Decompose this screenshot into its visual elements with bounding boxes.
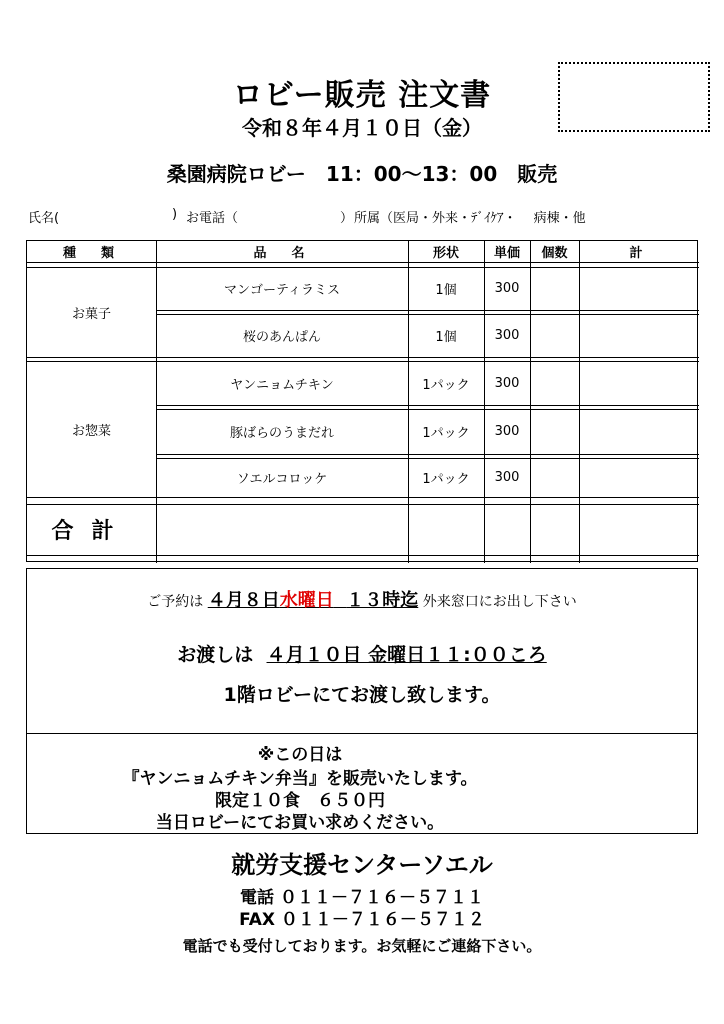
delivery-place: 1階ロビーにてお渡し致します。	[223, 684, 501, 706]
fax-number: FAX ０１１－７１６－５７１２	[239, 910, 485, 930]
reservation-date: ４月８日	[207, 590, 280, 611]
phone-label: お電話（	[186, 211, 239, 226]
note-line-4: 当日ロビーにてお買い求めください。	[155, 813, 445, 833]
delivery-prefix: お渡しは	[177, 644, 254, 666]
item-shape: 1パック	[422, 377, 470, 393]
qty-input[interactable]	[530, 458, 579, 497]
header-price: 単価	[493, 246, 520, 261]
note-line-3: 限定１０食 ６５０円	[215, 791, 385, 811]
item-shape: 1個	[435, 330, 457, 345]
total-label: 合計	[51, 519, 132, 544]
item-name: 桜のあんぱん	[242, 330, 321, 345]
item-shape: 1個	[435, 283, 457, 298]
item-shape: 1パック	[422, 472, 470, 487]
reservation-deadline	[208, 590, 419, 611]
item-price: 300	[494, 375, 520, 391]
header-qty: 個数	[541, 246, 568, 261]
item-shape: 1パック	[422, 426, 470, 441]
reservation-time: １３時迄	[346, 590, 419, 611]
item-price: 300	[494, 470, 520, 485]
header-shape: 形状	[432, 246, 459, 261]
item-name: マンゴーティラミス	[224, 283, 340, 298]
name-field[interactable]	[66, 207, 170, 223]
category-sweets: お菓子	[71, 306, 111, 322]
order-table	[26, 240, 698, 562]
total-qty-cell[interactable]	[530, 504, 579, 555]
delivery-value: ４月１０日 金曜日１１:００ころ	[266, 644, 547, 666]
qty-input[interactable]	[530, 361, 579, 405]
item-price: 300	[494, 424, 520, 439]
category-sozai: お惣菜	[71, 423, 111, 439]
item-price: 300	[494, 281, 520, 296]
footer-message: 電話でも受付しております。お気軽にご連絡下さい。	[182, 937, 542, 955]
phone-field[interactable]	[252, 207, 338, 223]
reservation-suffix: 外来窓口にお出し下さい	[422, 594, 577, 610]
subtotal-cell[interactable]	[579, 409, 699, 454]
name-label: 氏名(	[28, 211, 60, 226]
phone-close: ）	[340, 211, 354, 226]
note-line-2: 『ヤンニョムチキン弁当』を販売いたします。	[122, 769, 478, 789]
reservation-weekday: 水曜日	[279, 590, 334, 611]
subtotal-cell[interactable]	[579, 267, 699, 310]
item-name: 豚ばらのうまだれ	[229, 426, 334, 441]
page-title: ロビー販売 注文書	[232, 78, 492, 113]
item-name: ソエルコロッケ	[236, 472, 328, 487]
header-item: 品 名	[253, 246, 311, 261]
order-date: 令和８年４月１０日（金）	[242, 116, 482, 140]
total-item-cell	[156, 504, 408, 555]
qty-input[interactable]	[530, 409, 579, 454]
reservation-prefix: ご予約は	[147, 594, 204, 610]
subtotal-cell[interactable]	[579, 458, 699, 497]
note-line-1: ※この日は	[257, 745, 343, 765]
subtotal-cell[interactable]	[579, 314, 699, 357]
delivery-line	[0, 640, 724, 667]
org-name: 就労支援センターソエル	[231, 851, 493, 879]
affiliation-label: 所属（医局・外来・ﾃﾞｲｹｱ・ 病棟・他	[354, 211, 586, 226]
name-close: )	[172, 207, 178, 222]
grand-total-cell[interactable]	[579, 504, 699, 555]
tel-number: 電話 ０１１－７１６－５７１１	[240, 888, 484, 908]
header-type: 種 類	[62, 246, 120, 261]
qty-input[interactable]	[530, 267, 579, 310]
item-name: ヤンニョムチキン	[230, 377, 334, 393]
header-total: 計	[629, 246, 649, 261]
sales-time: 桑園病院ロビー 11：00～13：00 販売	[166, 162, 558, 186]
subtotal-cell[interactable]	[579, 361, 699, 405]
qty-input[interactable]	[530, 314, 579, 357]
item-price: 300	[494, 328, 520, 343]
reservation-line	[0, 586, 724, 612]
